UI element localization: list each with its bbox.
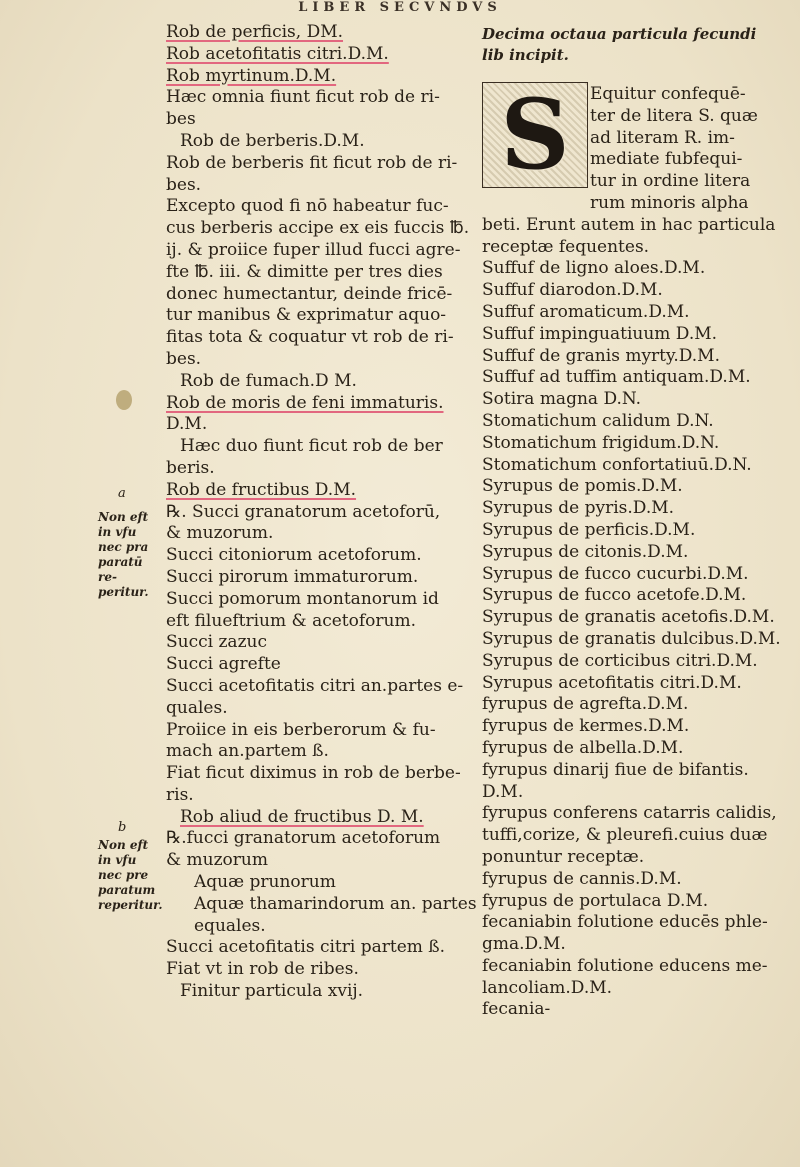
right-text-line: fyrupus dinarij fiue de bifantis. <box>482 759 749 780</box>
right-text-line: fecania- <box>482 999 551 1020</box>
section-heading: Decima octaua particula fecundi lib incipit. <box>482 25 757 64</box>
right-text-line: fyrupus de albella.D.M. <box>482 737 684 758</box>
left-text-line: Rob de fumach.D M. <box>180 370 357 391</box>
left-text-line: Rob de perficis, DM. <box>166 22 344 42</box>
right-text-line: fecaniabin folutione educēs phle- <box>482 912 768 933</box>
left-text-line: fte ℔. iii. & dimitte per tres dies <box>166 261 443 282</box>
margin-note-b: Non eft in vfu nec pre paratum reperitur. <box>98 838 163 912</box>
right-text-line: ponuntur receptæ. <box>482 846 645 867</box>
left-text-line: & muzorum. <box>166 523 274 544</box>
right-text-line: fecaniabin folutione educens me- <box>482 955 768 976</box>
left-text-line: Rob acetofitatis citri.D.M. <box>166 43 389 64</box>
initial-wrap-text <box>590 84 790 215</box>
left-text-line: Rob aliud de fructibus D. M. <box>180 806 424 827</box>
left-text-line: quales. <box>166 697 228 718</box>
left-text-line: equales. <box>194 915 266 936</box>
left-text-line: Aquæ thamarindorum an. partes <box>194 893 477 914</box>
right-text-line: fyrupus de portulaca D.M. <box>482 890 709 911</box>
left-text-line: ℞.fucci granatorum acetoforum <box>166 828 441 849</box>
decorated-initial <box>482 78 588 191</box>
right-column-heading-block <box>482 24 782 66</box>
right-text-line: Syrupus de pyris.D.M. <box>482 498 675 519</box>
left-text-line: Aquæ prunorum <box>194 872 336 893</box>
right-text-line: Stomatichum calidum D.N. <box>482 410 714 431</box>
right-text-line: Suffuf impinguatiuum D.M. <box>482 323 718 344</box>
left-text-line: ij. & proiice fuper illud fucci agre- <box>166 239 461 260</box>
left-text-line: Rob de moris de feni immaturis. <box>166 392 444 413</box>
right-text-line: Stomatichum confortatiuū.D.N. <box>482 454 752 475</box>
right-text-line: fyrupus de kermes.D.M. <box>482 716 690 737</box>
left-text-line: Succi zazuc <box>166 632 267 653</box>
right-text-line: Syrupus acetofitatis citri.D.M. <box>482 672 742 693</box>
right-column <box>482 215 782 1021</box>
right-text-line: Syrupus de granatis acetofis.D.M. <box>482 607 775 628</box>
left-text-line: Succi agrefte <box>166 654 281 675</box>
right-text-line: Suffuf diarodon.D.M. <box>482 280 663 301</box>
right-text-line: Syrupus de perficis.D.M. <box>482 519 696 540</box>
right-text-line: Syrupus de granatis dulcibus.D.M. <box>482 628 781 649</box>
left-text-line: Excepto quod fi nō habeatur fuc- <box>166 196 449 217</box>
left-text-line: Rob de fructibus D.M. <box>166 479 357 500</box>
left-text-line: Succi acetofitatis citri an.partes e- <box>166 675 464 696</box>
right-text-line: tur in ordine litera <box>590 171 751 192</box>
right-text-line: receptæ fequentes. <box>482 236 650 257</box>
left-text-line: bes. <box>166 174 202 195</box>
left-text-line: eft filueftrium & acetoforum. <box>166 610 416 631</box>
left-text-line: Succi acetofitatis citri partem ß. <box>166 937 446 958</box>
left-text-line: bes. <box>166 348 202 369</box>
left-text-line: Proiice in eis berberorum & fu- <box>166 719 436 740</box>
right-text-line: Suffuf aromaticum.D.M. <box>482 301 690 322</box>
right-text-line: beti. Erunt autem in hac particula <box>482 214 776 235</box>
right-text-line: tuffi,corize, & pleurefi.cuius duæ <box>482 825 768 846</box>
left-text-line: fitas tota & coquatur vt rob de ri- <box>166 327 454 348</box>
right-text-line: gma.D.M. <box>482 934 566 955</box>
right-text-line: Syrupus de fucco acetofe.D.M. <box>482 585 747 606</box>
left-text-line: Succi pomorum montanorum id <box>166 588 439 609</box>
left-text-line: mach an.partem ß. <box>166 741 329 762</box>
initial-letter: S <box>500 78 570 191</box>
right-text-line: fyrupus de cannis.D.M. <box>482 868 682 889</box>
margin-marker-b: b <box>118 820 127 835</box>
left-text-line: Hæc omnia fiunt ficut rob de ri- <box>166 87 440 108</box>
right-text-line: fyrupus de agrefta.D.M. <box>482 694 689 715</box>
margin-note-a: Non eft in vfu nec pra paratū re- peritur. <box>98 510 149 599</box>
left-text-line: donec humectantur, deinde fricē- <box>166 283 453 304</box>
right-text-line: Suffuf de granis myrty.D.M. <box>482 345 720 366</box>
left-text-line: Rob myrtinum.D.M. <box>166 65 337 86</box>
right-text-line: Equitur confequē- <box>590 84 746 104</box>
left-text-line: Rob de berberis fit ficut rob de ri- <box>166 152 458 173</box>
right-text-line: Syrupus de corticibus citri.D.M. <box>482 650 758 671</box>
right-text-line: Stomatichum frigidum.D.N. <box>482 432 720 453</box>
left-text-line: tur manibus & exprimatur aquo- <box>166 305 447 326</box>
right-text-line: ter de litera S. quæ <box>590 105 758 126</box>
left-text-line: bes <box>166 109 196 130</box>
left-text-line: D.M. <box>166 414 208 435</box>
right-text-line: rum minoris alpha <box>590 192 749 213</box>
left-text-line: beris. <box>166 457 215 478</box>
right-text-line: Syrupus de citonis.D.M. <box>482 541 689 562</box>
left-text-line: Hæc duo fiunt ficut rob de ber <box>180 436 443 457</box>
right-text-line: Suffuf de ligno aloes.D.M. <box>482 258 706 279</box>
left-text-line: Succi pirorum immaturorum. <box>166 566 419 587</box>
left-text-line: Succi citoniorum acetoforum. <box>166 545 422 566</box>
left-text-line: Fiat vt in rob de ribes. <box>166 959 359 980</box>
right-text-line: D.M. <box>482 781 524 802</box>
running-header: LIBER SECVNDVS <box>298 0 502 15</box>
left-text-line: & muzorum <box>166 850 268 871</box>
right-text-line: Sotira magna D.N. <box>482 389 642 410</box>
left-text-line: Rob de berberis.D.M. <box>180 130 365 151</box>
left-column <box>166 22 477 1003</box>
right-text-line: fyrupus conferens catarris calidis, <box>482 803 777 824</box>
left-text-line: ris. <box>166 784 194 805</box>
left-text-line: Finitur particula xvij. <box>180 981 364 1002</box>
right-text-line: Suffuf ad tuffim antiquam.D.M. <box>482 367 751 388</box>
right-text-line: ad literam R. im- <box>590 127 735 148</box>
right-text-line: mediate fubfequi- <box>590 149 743 170</box>
left-text-line: cus berberis accipe ex eis fuccis ℔. <box>166 218 470 239</box>
margin-marker-a: a <box>118 486 126 501</box>
right-text-line: lancoliam.D.M. <box>482 977 613 998</box>
left-text-line: ℞. Succi granatorum acetoforū, <box>166 501 441 522</box>
left-text-line: Fiat ficut diximus in rob de berbe- <box>166 763 461 784</box>
ink-blot <box>116 390 132 410</box>
right-text-line: Syrupus de fucco cucurbi.D.M. <box>482 563 749 584</box>
right-text-line: Syrupus de pomis.D.M. <box>482 476 683 497</box>
